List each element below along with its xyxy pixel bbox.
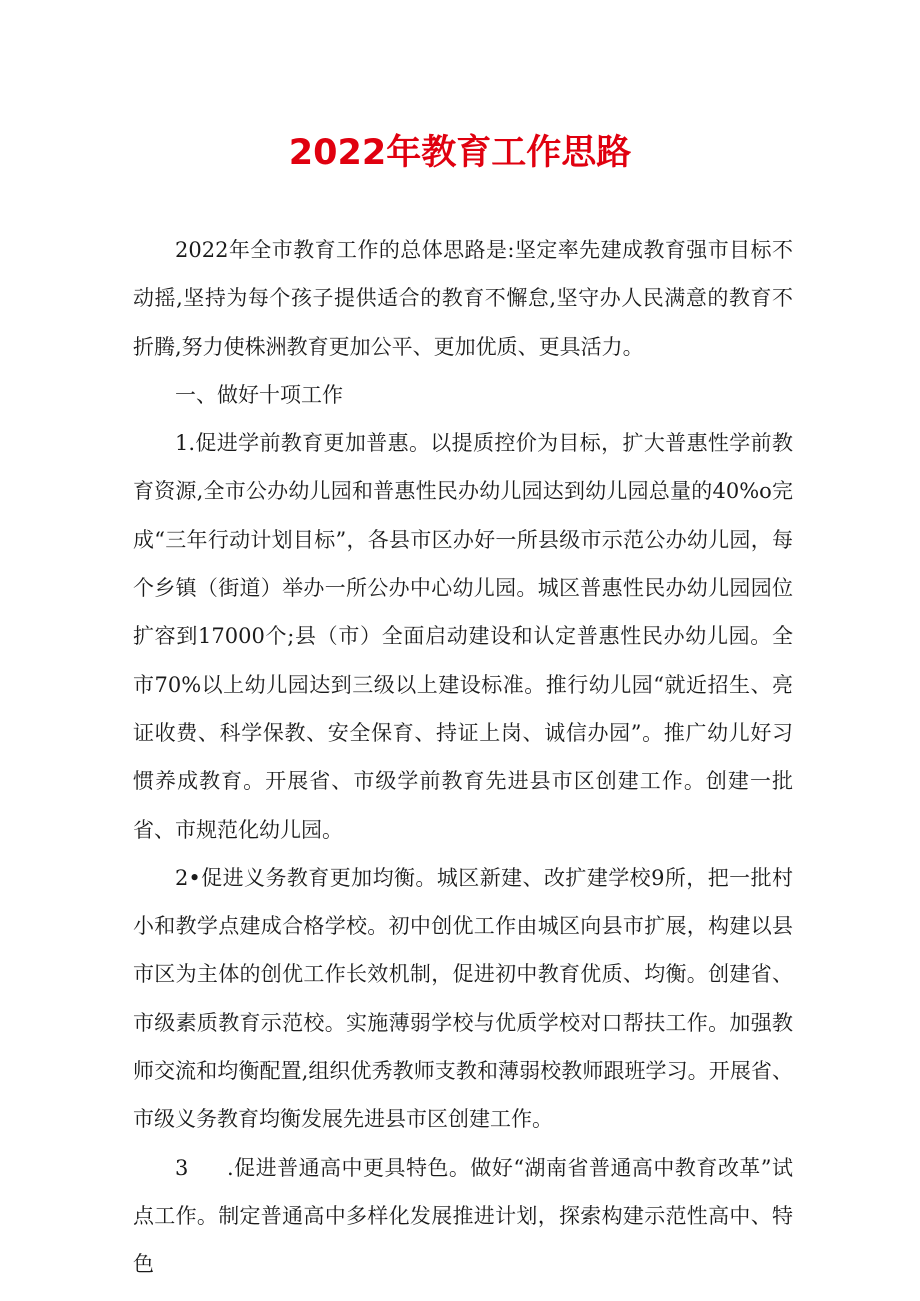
item-2-paragraph: 2•促进义务教育更加均衡。城区新建、改扩建学校9所，把一批村小和教学点建成合格学校。初中创优工作由城区向县市扩展，构建以县市区为主体的创优工作长效机制，促进初中教育优质、均衡。创建省、市级素质教育示范校。实施薄弱学校与优质学校对口帮扶工作。加强教师交流和均衡配置,组织优秀教师支教和薄弱校教师跟班学习。开展省、市级义务教育均衡发展先进县市区创建工作。 bbox=[133, 865, 793, 1132]
item-3-number: 3 bbox=[175, 1155, 189, 1180]
item-3-text: .促进普通高中更具特色。做好“湖南省普通高中教育改革”试点工作。制定普通高中多样化发展推进计划，探索构建示范性高中、特色 bbox=[133, 1155, 793, 1277]
document-body bbox=[133, 226, 793, 1289]
item-3-paragraph bbox=[133, 1144, 793, 1289]
section-heading: 一、做好十项工作 bbox=[175, 382, 343, 407]
intro-paragraph: 2022年全市教育工作的总体思路是:坚定率先建成教育强市目标不动摇,坚持为每个孩子提供适合的教育不懈怠,坚守办人民满意的教育不折腾,努力使株洲教育更加公平、更加优质、更具活力。 bbox=[133, 238, 793, 359]
document-title: 2022年教育工作思路 bbox=[288, 133, 632, 173]
item-1-paragraph: 1.促进学前教育更加普惠。以提质控价为目标，扩大普惠性学前教育资源,全市公办幼儿园和普惠性民办幼儿园达到幼儿园总量的40%o完成“三年行动计划目标”，各县市区办好一所县级市示范公办幼儿园，每个乡镇（街道）举办一所公办中心幼儿园。城区普惠性民办幼儿园园位扩容到17000个;县（市）全面启动建设和认定普惠性民办幼儿园。全市70%以上幼儿园达到三级以上建设标准。推行幼儿园“就近招生、亮证收费、科学保教、安全保育、持证上岗、诚信办园”。推广幼儿好习惯养成教育。开展省、市级学前教育先进县市区创建工作。创建一批省、市规范化幼儿园。 bbox=[133, 431, 793, 842]
